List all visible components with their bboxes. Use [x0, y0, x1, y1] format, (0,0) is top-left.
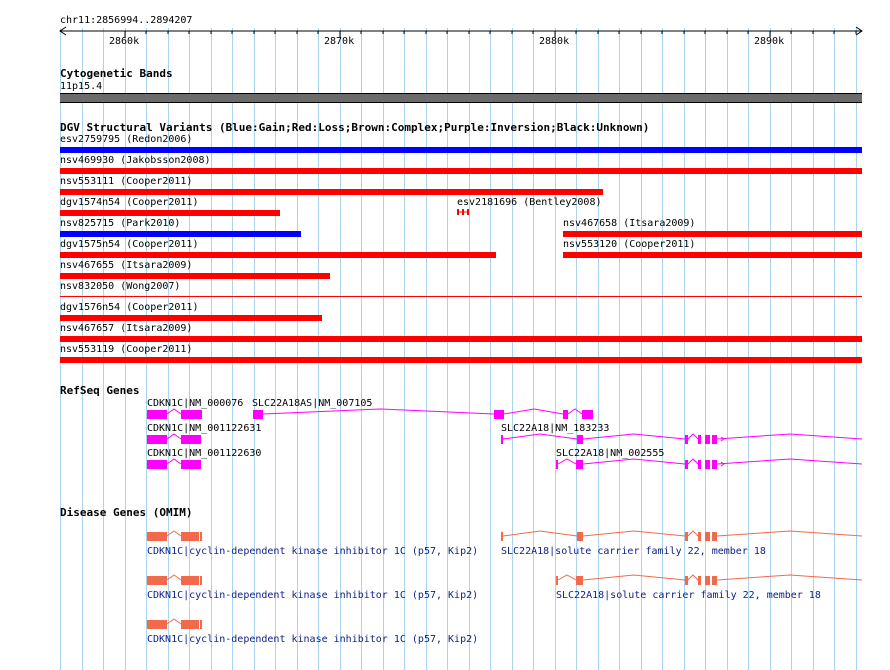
cytoband-label: 11p15.4	[60, 81, 103, 92]
omim-gene-label[interactable]: CDKN1C|cyclin-dependent kinase inhibitor 1C (p57, Kip2)	[147, 634, 479, 645]
variant-label: esv2759795 (Redon2006)	[60, 134, 193, 145]
variant-label: nsv832050 (Wong2007)	[60, 281, 181, 292]
variant-label: nsv825715 (Park2010)	[60, 218, 181, 229]
tick-label-2860k: 2860k	[109, 36, 140, 47]
omim-track-title: Disease Genes (OMIM)	[60, 506, 193, 519]
refseq-track-title: RefSeq Genes	[60, 384, 140, 397]
variant-label: esv2181696 (Bentley2008)	[457, 197, 602, 208]
tick-label-2870k: 2870k	[324, 36, 355, 47]
omim-model-slc22a18-1	[501, 531, 862, 541]
omim-model-slc22a18-2	[556, 575, 862, 585]
variant-label: dgv1574n54 (Cooper2011)	[60, 197, 199, 208]
omim-gene-label[interactable]: CDKN1C|cyclin-dependent kinase inhibitor 1C (p57, Kip2)	[147, 590, 479, 601]
gene-label: SLC22A18|NM_183233	[501, 423, 610, 434]
dgv-track-title: DGV Structural Variants (Blue:Gain;Red:Loss;Brown:Complex;Purple:Inversion;Black:Unknown)	[60, 121, 650, 134]
gene-label: SLC22A18AS|NM_007105	[252, 398, 373, 409]
omim-model-cdkn1c-2	[147, 575, 202, 585]
gene-label: CDKN1C|NM_000076	[147, 398, 244, 409]
tick-label-2890k: 2890k	[754, 36, 785, 47]
variant-label: nsv469930 (Jakobsson2008)	[60, 155, 211, 166]
gene-label: CDKN1C|NM_001122631	[147, 423, 262, 434]
variant-label: nsv553111 (Cooper2011)	[60, 176, 193, 187]
omim-gene-label[interactable]: CDKN1C|cyclin-dependent kinase inhibitor 1C (p57, Kip2)	[147, 546, 479, 557]
variant-label: nsv467658 (Itsara2009)	[563, 218, 696, 229]
variant-label: nsv467657 (Itsara2009)	[60, 323, 193, 334]
variant-label: dgv1576n54 (Cooper2011)	[60, 302, 199, 313]
omim-model-cdkn1c-3	[147, 619, 202, 629]
cytoband-track-title: Cytogenetic Bands	[60, 67, 173, 80]
variant-label: nsv553120 (Cooper2011)	[563, 239, 696, 250]
omim-gene-label[interactable]: SLC22A18|solute carrier family 22, member 18	[556, 590, 821, 601]
variant-label: dgv1575n54 (Cooper2011)	[60, 239, 199, 250]
omim-model-cdkn1c-1	[147, 531, 202, 541]
position-readout: chr11:2856994..2894207	[60, 15, 193, 26]
variant-label: nsv553119 (Cooper2011)	[60, 344, 193, 355]
variant-label: nsv467655 (Itsara2009)	[60, 260, 193, 271]
gene-label: CDKN1C|NM_001122630	[147, 448, 262, 459]
gene-label: SLC22A18|NM_002555	[556, 448, 665, 459]
tick-label-2880k: 2880k	[539, 36, 570, 47]
omim-gene-label[interactable]: SLC22A18|solute carrier family 22, member 18	[501, 546, 766, 557]
